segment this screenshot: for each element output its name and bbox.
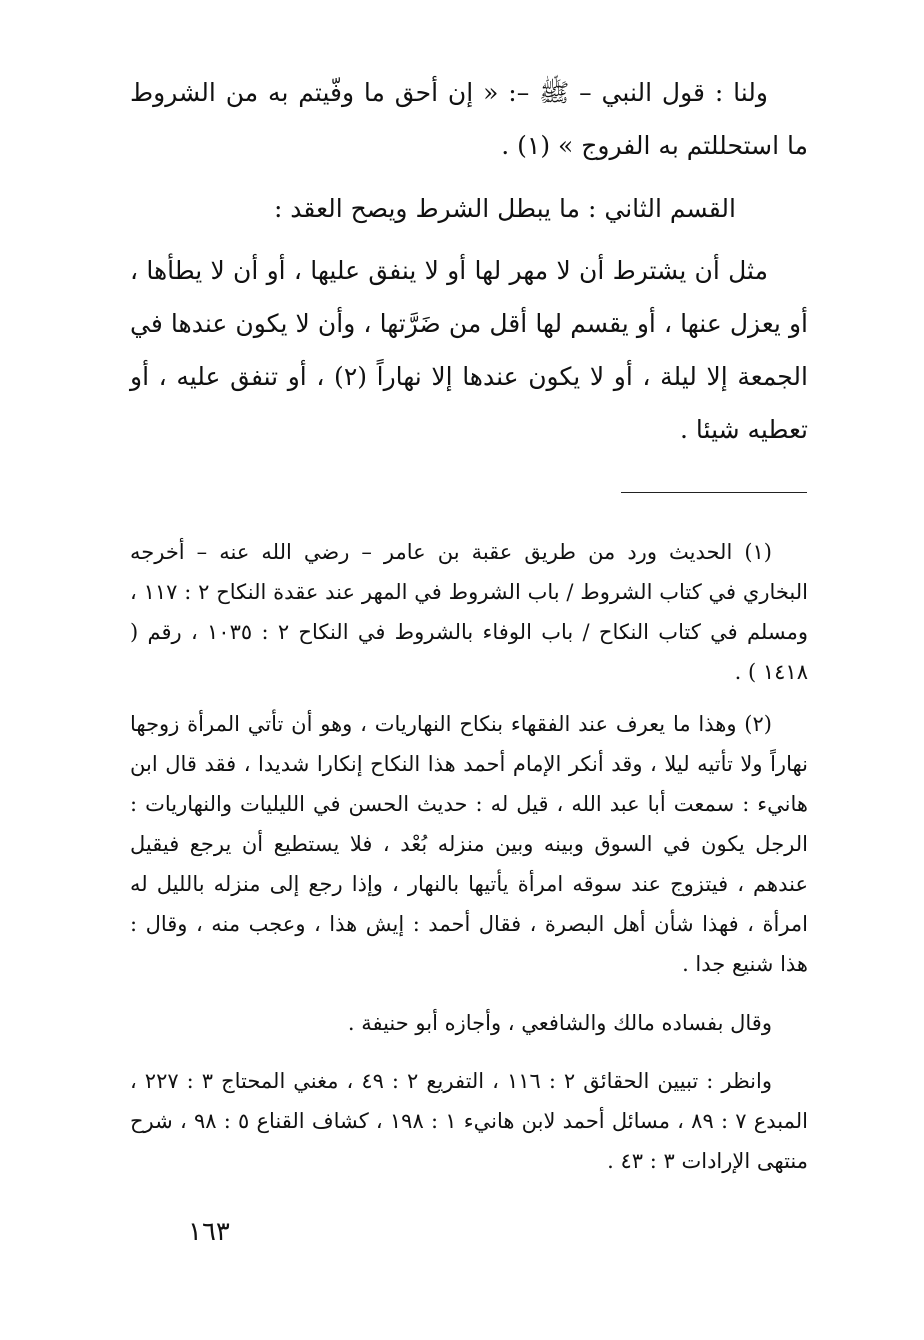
page-number: ١٦٣ xyxy=(188,1217,230,1247)
footnote-1: (١) الحديث ورد من طريق عقبة بن عامر – رضي الله عنه – أخرجه البخاري في كتاب الشروط / باب الشروط في المهر عند عقدة النكاح ٢ : ١١٧ ، ومسلم في كتاب النكاح / باب الوفاء بالشروط في النكاح ٢ : ١٠٣٥ ، رقم ( ١٤١٨ ) . xyxy=(130,540,809,684)
main-paragraph-conditions: مثل أن يشترط أن لا مهر لها أو لا ينفق عليها ، أو أن لا يطأها ، أو يعزل عنها ، أو يقسم لها أقل من ضَرَّتها ، وأن لا يكون عندها في الجمعة إلا ليلة ، أو لا يكون عندها إلا نهاراً (٢) ، أو تنفق عليه ، أو تعطيه شيئا . xyxy=(130,256,808,444)
section-heading: القسم الثاني : ما يبطل الشرط ويصح العقد : xyxy=(273,194,736,223)
footnote-2-references: وانظر : تبيين الحقائق ٢ : ١١٦ ، التفريع ٢ : ٤٩ ، مغني المحتاج ٣ : ٢٢٧ ، المبدع ٧ : ٨٩ ، مسائل أحمد لابن هانيء ١ : ١٩٨ ، كشاف القناع ٥ : ٩٨ ، شرح منتهى الإرادات ٣ : ٤٣ . xyxy=(130,1069,808,1173)
footnote-2-continuation: وقال بفساده مالك والشافعي ، وأجازه أبو حنيفة . xyxy=(347,1011,772,1035)
footnote-2: (٢) وهذا ما يعرف عند الفقهاء بنكاح النهاريات ، وهو أن تأتي المرأة زوجها نهاراً ولا تأتيه ليلا ، وقد أنكر الإمام أحمد هذا النكاح إنكارا شديدا ، فقد قال ابن هانيء : سمعت أبا عبد الله ، قيل له : حديث الحسن في الليليات والنهاريات : الرجل يكون في السوق وبينه وبين منزله بُعْد ، فلا يستطيع أن يرجع فيقيل عندهم ، فيتزوج عند سوقه امرأة يأتيها بالنهار ، وإذا رجع إلى منزله بالليل له امرأة ، فهذا شأن أهل البصرة ، فقال أحمد : إيش هذا ، وعجب منه ، وقال : هذا شنيع جدا . xyxy=(130,712,808,976)
footnote-separator xyxy=(621,492,807,493)
main-paragraph-hadith: ولنا : قول النبي – ﷺ –: « إن أحق ما وفّيتم به من الشروط ما استحللتم به الفروج » (١) . xyxy=(130,78,808,160)
